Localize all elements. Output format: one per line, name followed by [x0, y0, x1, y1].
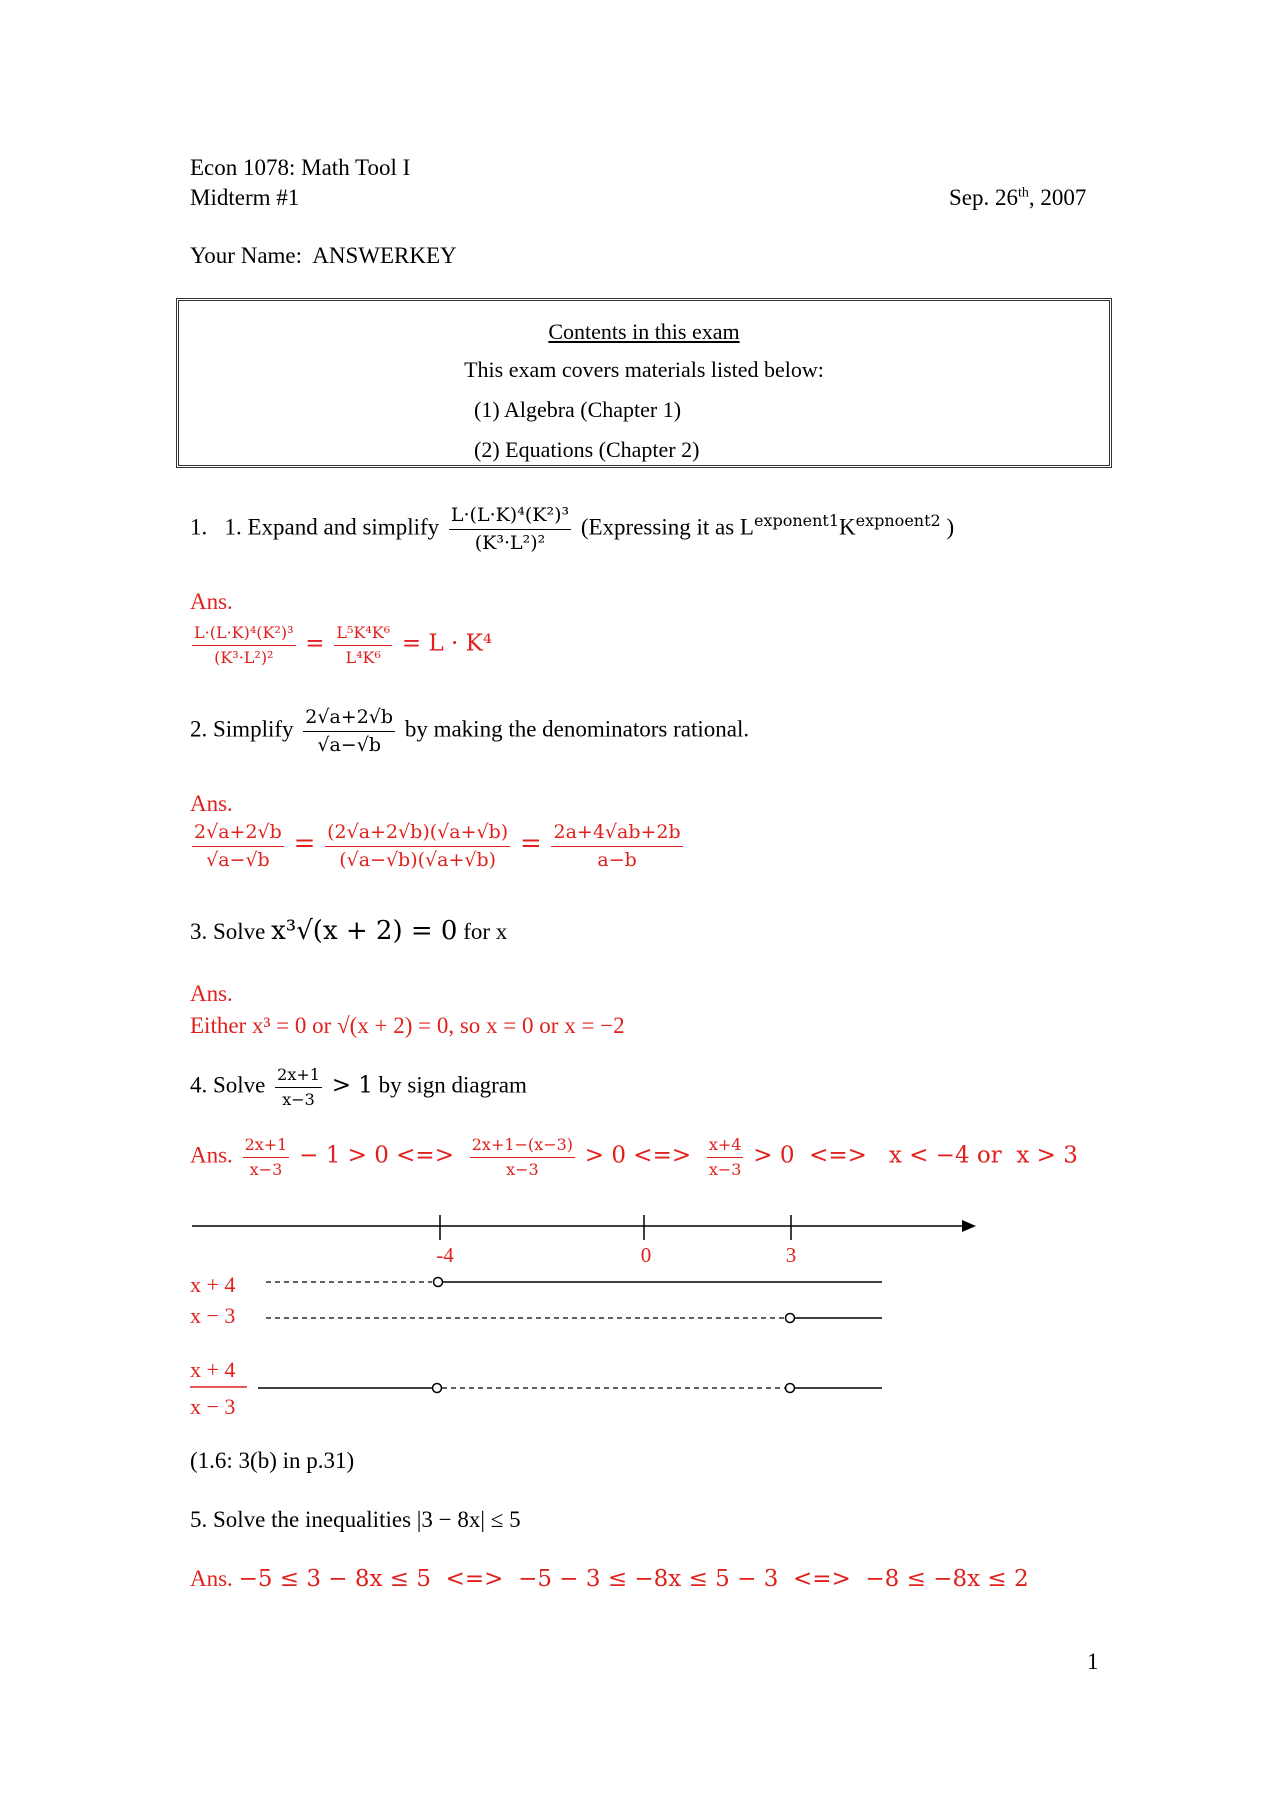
- question-5: 5. Solve the inequalities |3 − 8x| ≤ 5: [190, 1507, 521, 1532]
- page-number: 1: [1087, 1649, 1099, 1674]
- q4-reference: (1.6: 3(b) in p.31): [190, 1448, 355, 1473]
- q3-answer-label: Ans.: [190, 981, 233, 1006]
- contents-intro: This exam covers materials listed below:: [464, 357, 824, 382]
- row-label-quotient-den: x − 3: [190, 1394, 236, 1419]
- contents-item: (1) Algebra (Chapter 1): [474, 397, 682, 422]
- question-4: 4. Solve $\frac{2x+1}{x-3}$ > 1 by sign diagram: [190, 1065, 527, 1109]
- contents-title: Contents in this exam: [548, 319, 740, 344]
- q1-answer: $\frac{\text{L·(L·K)⁴(K²)³}}{\text{(K³·L²)²}}$ = $\frac{\text{L⁵K⁴K⁶}}{\text{L⁴K⁶}}$ = L · K⁴: [194, 623, 493, 667]
- open-point: [786, 1384, 795, 1393]
- course-title: Econ 1078: Math Tool I: [190, 155, 411, 180]
- tick-label: -4: [436, 1243, 454, 1267]
- open-point: [434, 1278, 443, 1287]
- arrow-head-icon: [962, 1220, 976, 1232]
- q4-answer: Ans. $\frac{2x+1}{x-3}$ − 1 > 0 <=> $\frac{2x+1-(x-3)}{x-3}$ > 0 <=> $\frac{x+4}{x-3}$ > 0 <=> x < −4 or x > 3: [190, 1135, 1078, 1179]
- q2-answer-label: Ans.: [190, 791, 233, 816]
- q5-answer: Ans. −5 ≤ 3 − 8x ≤ 5 <=> −5 − 3 ≤ −8x ≤ 5 − 3 <=> −8 ≤ −8x ≤ 2: [190, 1566, 1029, 1592]
- row-label-x-plus-4: x + 4: [190, 1272, 236, 1297]
- q2-answer: $\frac{2√a+2√b}{√a-√b}$ = $\frac{(2√a+2√b)(√a+√b)}{(√a-√b)(√a+√b)}$ = $\frac{2a+4√ab+2b}{a-b}$: [194, 821, 681, 871]
- question-1: 1. 1. Expand and simplify $\frac{\text{L·(L·K)⁴(K²)³}}{\text{(K³·L²)²}}$ (Expressing it as $L^{exponent1}K^{expnoent2}$ ): [190, 504, 955, 554]
- q1-answer-label: Ans.: [190, 589, 233, 614]
- row-label-quotient-num: x + 4: [190, 1357, 236, 1382]
- exam-date: Sep. 26th, 2007: [949, 185, 1087, 210]
- question-2: 2. Simplify $\frac{2√a+2√b}{√a-√b}$ by making the denominators rational.: [190, 706, 750, 756]
- open-point: [433, 1384, 442, 1393]
- q3-answer: Either x³ = 0 or √(x + 2) = 0, so x = 0 or x = −2: [190, 1013, 625, 1038]
- student-name: Your Name: ANSWERKEY: [190, 243, 457, 268]
- row-label-x-minus-3: x − 3: [190, 1303, 236, 1328]
- tick-label: 3: [785, 1243, 797, 1267]
- exam-title: Midterm #1: [190, 185, 300, 210]
- question-3: 3. Solve x³√(x + 2) = 0 for x: [190, 916, 508, 946]
- tick-label: 0: [640, 1243, 652, 1267]
- contents-item: (2) Equations (Chapter 2): [474, 437, 700, 462]
- open-point: [786, 1314, 795, 1323]
